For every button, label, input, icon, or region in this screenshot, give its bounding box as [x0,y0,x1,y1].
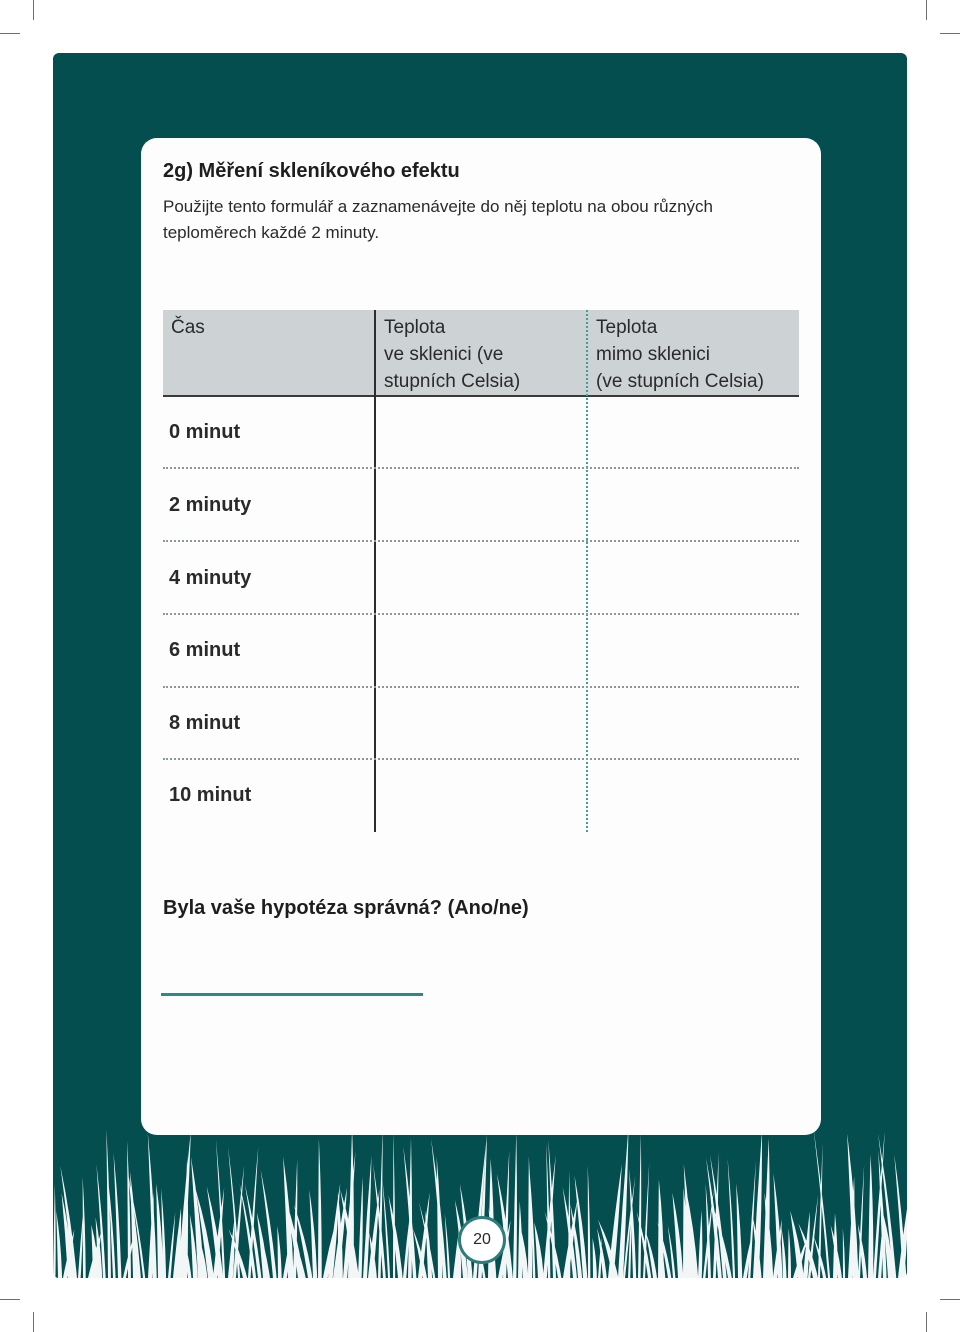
hypothesis-question: Byla vaše hypotéza správná? (Ano/ne) [163,897,529,919]
column-divider-dotted [586,310,588,832]
row-label-0: 0 minut [169,421,241,443]
crop-mark [0,1299,20,1300]
instructions-text: Použijte tento formulář a zaznamenávejte do něj teplotu na obou různých teploměrech každé 2 minuty. [163,197,714,242]
row-label-4: 4 minuty [169,567,252,589]
header-time: Čas [171,317,205,338]
crop-mark [33,0,34,20]
answer-line[interactable] [161,993,423,996]
page-number-badge [458,1216,506,1264]
header-temp-outside: Teplota mimo sklenici (ve stupních Celsia) [596,317,764,392]
column-divider [374,310,376,832]
row-label-6: 6 minut [169,639,241,661]
row-divider [163,613,799,615]
row-divider [163,758,799,760]
row-divider [163,540,799,542]
crop-mark [926,0,927,20]
row-label-8: 8 minut [169,712,241,734]
crop-mark [33,1312,34,1332]
crop-mark [940,1299,960,1300]
header-temp-inside: Teplota ve sklenici (ve stupních Celsia) [384,317,521,392]
row-label-2: 2 minuty [169,494,252,516]
crop-mark [940,33,960,34]
row-label-10: 10 minut [169,784,252,806]
header-divider [163,395,799,397]
page-title: 2g) Měření skleníkového efektu [163,160,460,182]
page-number: 20 [473,1231,491,1248]
crop-mark [926,1312,927,1332]
row-divider [163,467,799,469]
worksheet-card [141,138,821,1135]
crop-mark [0,33,20,34]
row-divider [163,686,799,688]
